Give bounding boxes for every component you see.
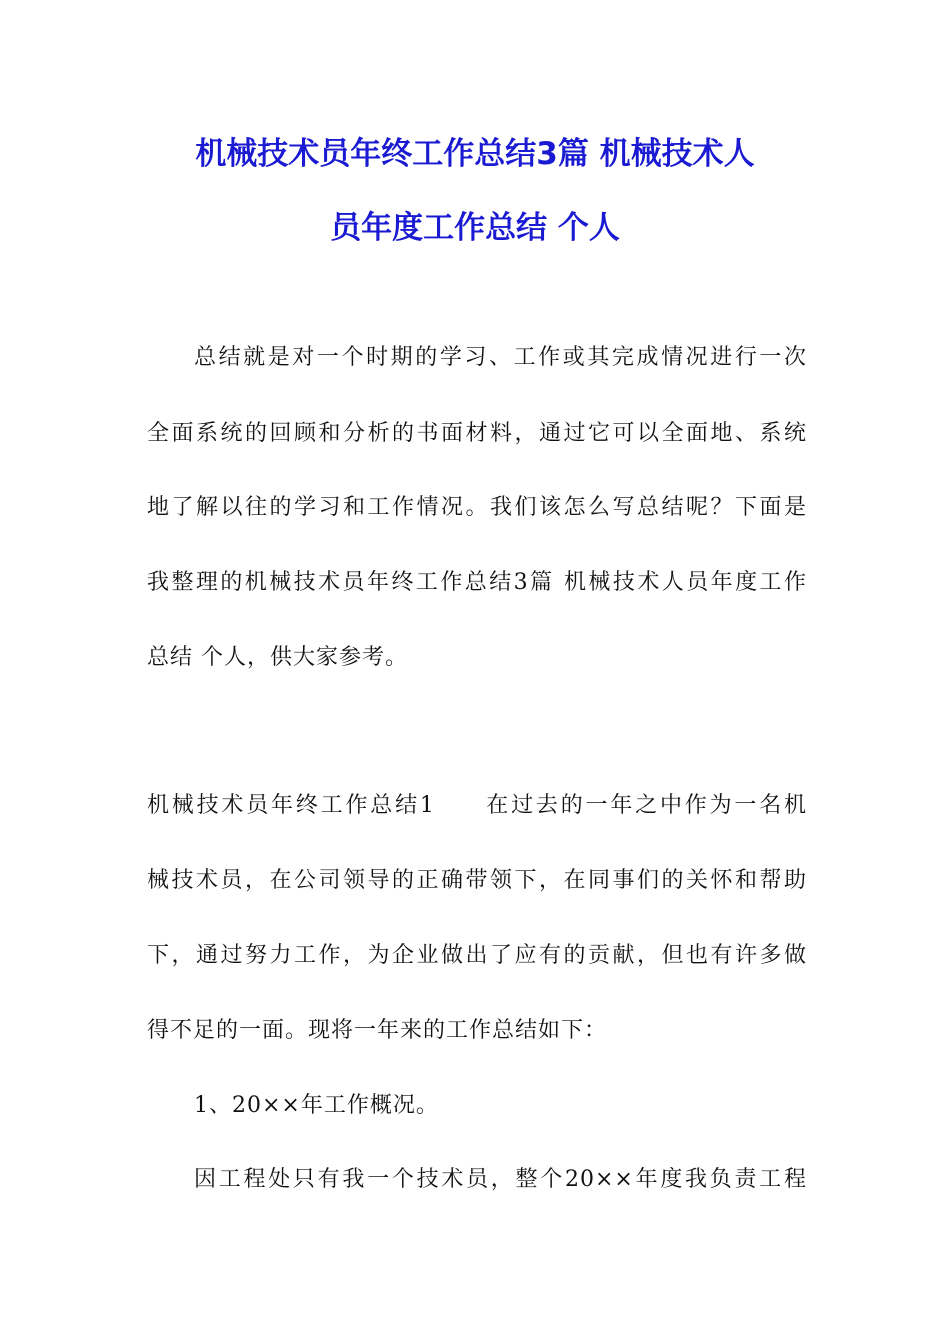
item1-body-line: 因工程处只有我一个技术员，整个20××年度我负责工程	[194, 1167, 807, 1192]
intro-paragraph-line: 我整理的机械技术员年终工作总结3篇 机械技术人员年度工作	[147, 570, 807, 595]
document-title-line-1: 机械技术员年终工作总结3篇 机械技术人	[195, 136, 755, 172]
document-title-line-2: 员年度工作总结 个人	[330, 210, 620, 246]
section1-paragraph-line: 机械技术员年终工作总结1 在过去的一年之中作为一名机	[147, 793, 807, 818]
section1-paragraph-line: 得不足的一面。现将一年来的工作总结如下：	[147, 1018, 608, 1043]
intro-paragraph-line: 总结就是对一个时期的学习、工作或其完成情况进行一次	[194, 345, 807, 370]
intro-paragraph-line: 地了解以往的学习和工作情况。我们该怎么写总结呢？下面是	[147, 495, 807, 520]
intro-paragraph-line: 全面系统的回顾和分析的书面材料，通过它可以全面地、系统	[147, 421, 807, 446]
item1-heading: 1、20××年工作概况。	[194, 1093, 439, 1118]
intro-paragraph-line: 总结 个人，供大家参考。	[147, 645, 408, 670]
section1-paragraph-line: 械技术员，在公司领导的正确带领下，在同事们的关怀和帮助	[147, 868, 807, 893]
section1-paragraph-line: 下，通过努力工作，为企业做出了应有的贡献，但也有许多做	[147, 943, 807, 968]
